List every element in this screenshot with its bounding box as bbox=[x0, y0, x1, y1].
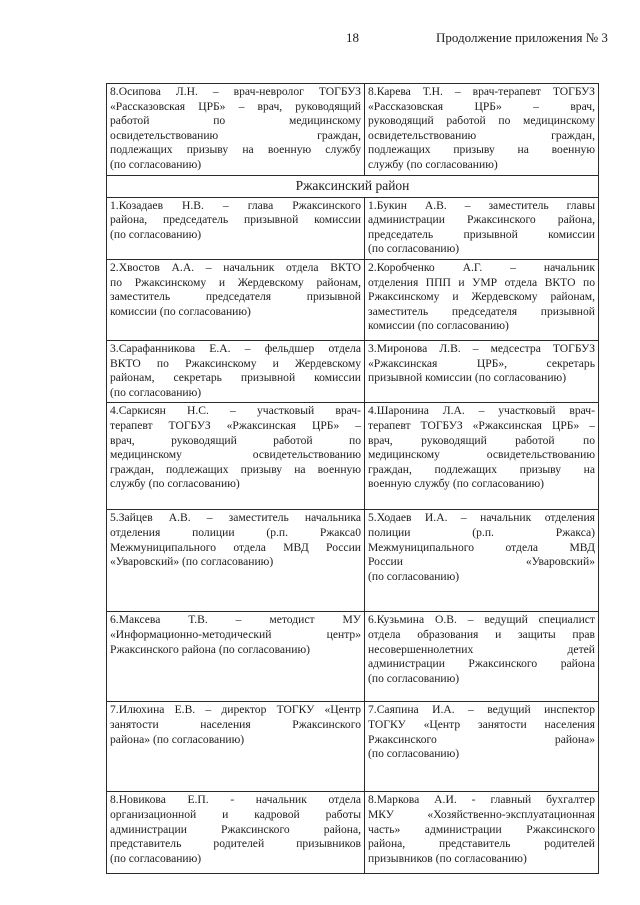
cell-text-line: врач, руководящий работой по bbox=[110, 433, 361, 447]
cell-text-line: 8.Карева Т.Н. – врач-терапевт ТОГБУЗ bbox=[368, 85, 595, 98]
cell-text-line: призывной комиссии (по согласованию) bbox=[368, 371, 567, 385]
cell-text-line: 2.Коробченко А.Г. – начальник bbox=[368, 260, 595, 274]
left-member-cell bbox=[107, 259, 365, 340]
cell-text-line: отделения полиции (р.п. Ржакса0 bbox=[110, 525, 361, 539]
left-member-cell bbox=[107, 510, 365, 612]
cell-text-line: несовершеннолетних детей bbox=[368, 642, 595, 656]
right-member-cell bbox=[365, 197, 599, 259]
cell-text-line: администрации Ржаксинского района, bbox=[368, 213, 595, 227]
cell-text-line: «Рассказовская ЦРБ» – врач, bbox=[368, 99, 595, 113]
cell-text-line: комиссии (по согласованию) bbox=[368, 319, 509, 333]
table-row bbox=[107, 84, 599, 176]
cell-text-line: «Рассказовская ЦРБ» – врач, руководящий bbox=[110, 99, 361, 113]
cell-text-line: (по согласованию) bbox=[368, 747, 460, 761]
cell-text-line: «Информационно-методический центр» bbox=[110, 627, 361, 641]
right-member-cell bbox=[365, 612, 599, 702]
cell-text-line: (по согласованию) bbox=[368, 242, 460, 256]
cell-text-line: врач, руководящий работой по bbox=[368, 433, 595, 447]
table-row bbox=[107, 612, 599, 702]
cell-text-line: районам, секретарь призывной комиссии bbox=[110, 371, 361, 385]
cell-text-line: (по согласованию) bbox=[368, 569, 460, 583]
cell-text-line: 1.Букин А.В. – заместитель главы bbox=[368, 198, 595, 212]
right-member-cell bbox=[365, 403, 599, 510]
cell-text-line: 4.Саркисян Н.С. – участковый врач- bbox=[110, 404, 361, 418]
cell-text-line: заместитель председателя призывной bbox=[368, 304, 595, 318]
cell-text-line: подлежащих призыву на военную bbox=[368, 143, 595, 157]
right-member-cell bbox=[365, 340, 599, 402]
cell-text-line: подлежащих призыву на военную службу bbox=[110, 143, 361, 157]
table-row bbox=[107, 259, 599, 340]
left-member-cell bbox=[107, 403, 365, 510]
right-member-cell bbox=[365, 702, 599, 792]
cell-text-line: комиссии (по согласованию) bbox=[110, 304, 251, 318]
cell-text-line: освидетельствованию граждан, bbox=[110, 128, 361, 142]
cell-text-line: отделения ППП и УМР отдела ВКТО по bbox=[368, 275, 595, 289]
cell-text-line: военную службу (по согласованию) bbox=[368, 477, 544, 491]
cell-text-line: 6.Максева Т.В. – методист МУ bbox=[110, 613, 361, 627]
left-member-cell bbox=[107, 702, 365, 792]
cell-text-line: 5.Ходаев И.А. – начальник отделения bbox=[368, 511, 595, 525]
cell-text-line: представитель родителей призывников bbox=[110, 837, 361, 851]
cell-text-line: граждан, подлежащих призыву на военную bbox=[110, 462, 361, 476]
cell-text-line: (по согласованию) bbox=[110, 157, 202, 171]
cell-text-line: (по согласованию) bbox=[110, 851, 202, 865]
cell-text-line: администрации Ржаксинского района, bbox=[110, 822, 361, 836]
cell-text-line: района» (по согласованию) bbox=[110, 732, 245, 746]
right-member-cell bbox=[365, 510, 599, 612]
cell-text-line: медицинскому освидетельствованию bbox=[368, 448, 595, 462]
cell-text-line: района, председатель призывной комиссии bbox=[110, 213, 361, 227]
table-row bbox=[107, 792, 599, 874]
cell-text-line: организационной и кадровой работы bbox=[110, 807, 361, 821]
cell-text-line: 5.Зайцев А.В. – заместитель начальника bbox=[110, 511, 361, 525]
cell-text-line: полиции (р.п. Ржакса) bbox=[368, 525, 595, 539]
cell-text-line: по Ржаксинскому и Жердевскому районам, bbox=[110, 275, 361, 289]
cell-text-line: Межмуниципального отдела МВД России bbox=[110, 540, 361, 554]
cell-text-line: Ржаксинскому и Жердевскому районам, bbox=[368, 290, 595, 304]
cell-text-line: 8.Осипова Л.Н. – врач-невролог ТОГБУЗ bbox=[110, 85, 361, 98]
commission-table bbox=[106, 83, 599, 874]
cell-text-line: призывников (по согласованию) bbox=[368, 851, 527, 865]
cell-text-line: 3.Миронова Л.В. – медсестра ТОГБУЗ bbox=[368, 341, 595, 355]
cell-text-line: 6.Кузьмина О.В. – ведущий специалист bbox=[368, 613, 595, 627]
cell-text-line: 3.Сарафанникова Е.А. – фельдшер отдела bbox=[110, 341, 361, 355]
left-member-cell bbox=[107, 197, 365, 259]
cell-text-line: часть» администрации Ржаксинского bbox=[368, 822, 595, 836]
table-row bbox=[107, 510, 599, 612]
section-row bbox=[107, 175, 599, 197]
cell-text-line: администрации Ржаксинского района bbox=[368, 657, 595, 671]
page-number: 18 bbox=[346, 30, 359, 45]
cell-text-line: (по согласованию) bbox=[368, 671, 460, 685]
cell-text-line: «Уваровский» (по согласованию) bbox=[110, 555, 274, 569]
cell-text-line: службу (по согласованию) bbox=[110, 477, 240, 491]
left-member-cell bbox=[107, 792, 365, 874]
cell-text-line: руководящий работой по медицинскому bbox=[368, 114, 595, 128]
cell-text-line: граждан, подлежащих призыву на bbox=[368, 462, 595, 476]
cell-text-line: «Ржаксинская ЦРБ», секретарь bbox=[368, 356, 595, 370]
right-member-cell bbox=[365, 792, 599, 874]
cell-text-line: 8.Маркова А.И. - главный бухгалтер bbox=[368, 793, 595, 807]
cell-text-line: ВКТО по Ржаксинскому и Жердевскому bbox=[110, 356, 361, 370]
table-row bbox=[107, 702, 599, 792]
appendix-continuation-caption: Продолжение приложения № 3 bbox=[436, 30, 608, 45]
cell-text-line: председатель призывной комиссии bbox=[368, 227, 595, 241]
cell-text-line: терапевт ТОГБУЗ «Ржаксинская ЦРБ» – bbox=[110, 418, 361, 432]
cell-text-line: отдела образования и защиты прав bbox=[368, 627, 595, 641]
cell-text-line: 1.Козадаев Н.В. – глава Ржаксинского bbox=[110, 198, 361, 212]
district-heading: Ржаксинский район bbox=[107, 175, 599, 197]
cell-text-line: 7.Саяпина И.А. – ведущий инспектор bbox=[368, 703, 595, 717]
cell-text-line: 7.Илюхина Е.В. – директор ТОГКУ «Центр bbox=[110, 703, 361, 717]
cell-text-line: занятости населения Ржаксинского bbox=[110, 717, 361, 731]
table-row bbox=[107, 403, 599, 510]
left-member-cell bbox=[107, 612, 365, 702]
cell-text-line: Ржаксинского района» bbox=[368, 732, 595, 746]
cell-text-line: освидетельствованию граждан, bbox=[368, 128, 595, 142]
cell-text-line: медицинскому освидетельствованию bbox=[110, 448, 361, 462]
cell-text-line: заместитель председателя призывной bbox=[110, 290, 361, 304]
cell-text-line: терапевт ТОГБУЗ «Ржаксинская ЦРБ» – bbox=[368, 418, 595, 432]
cell-text-line: (по согласованию) bbox=[110, 227, 202, 241]
cell-text-line: (по согласованию) bbox=[110, 385, 202, 399]
cell-text-line: работой по медицинскому bbox=[110, 114, 361, 128]
cell-text-line: 8.Новикова Е.П. - начальник отдела bbox=[110, 793, 361, 807]
table-row bbox=[107, 197, 599, 259]
right-member-cell bbox=[365, 259, 599, 340]
cell-text-line: района, представитель родителей bbox=[368, 837, 595, 851]
right-member-cell bbox=[365, 84, 599, 176]
table-row bbox=[107, 340, 599, 402]
left-member-cell bbox=[107, 340, 365, 402]
cell-text-line: Межмуниципального отдела МВД bbox=[368, 540, 595, 554]
cell-text-line: 4.Шаронина Л.А. – участковый врач- bbox=[368, 404, 595, 418]
cell-text-line: ТОГКУ «Центр занятости населения bbox=[368, 717, 595, 731]
left-member-cell bbox=[107, 84, 365, 176]
cell-text-line: России «Уваровский» bbox=[368, 555, 595, 569]
cell-text-line: МКУ «Хозяйственно-эксплуатационная bbox=[368, 807, 595, 821]
cell-text-line: службу (по согласованию) bbox=[368, 157, 498, 171]
cell-text-line: Ржаксинского района (по согласованию) bbox=[110, 642, 310, 656]
cell-text-line: 2.Хвостов А.А. – начальник отдела ВКТО bbox=[110, 260, 361, 274]
